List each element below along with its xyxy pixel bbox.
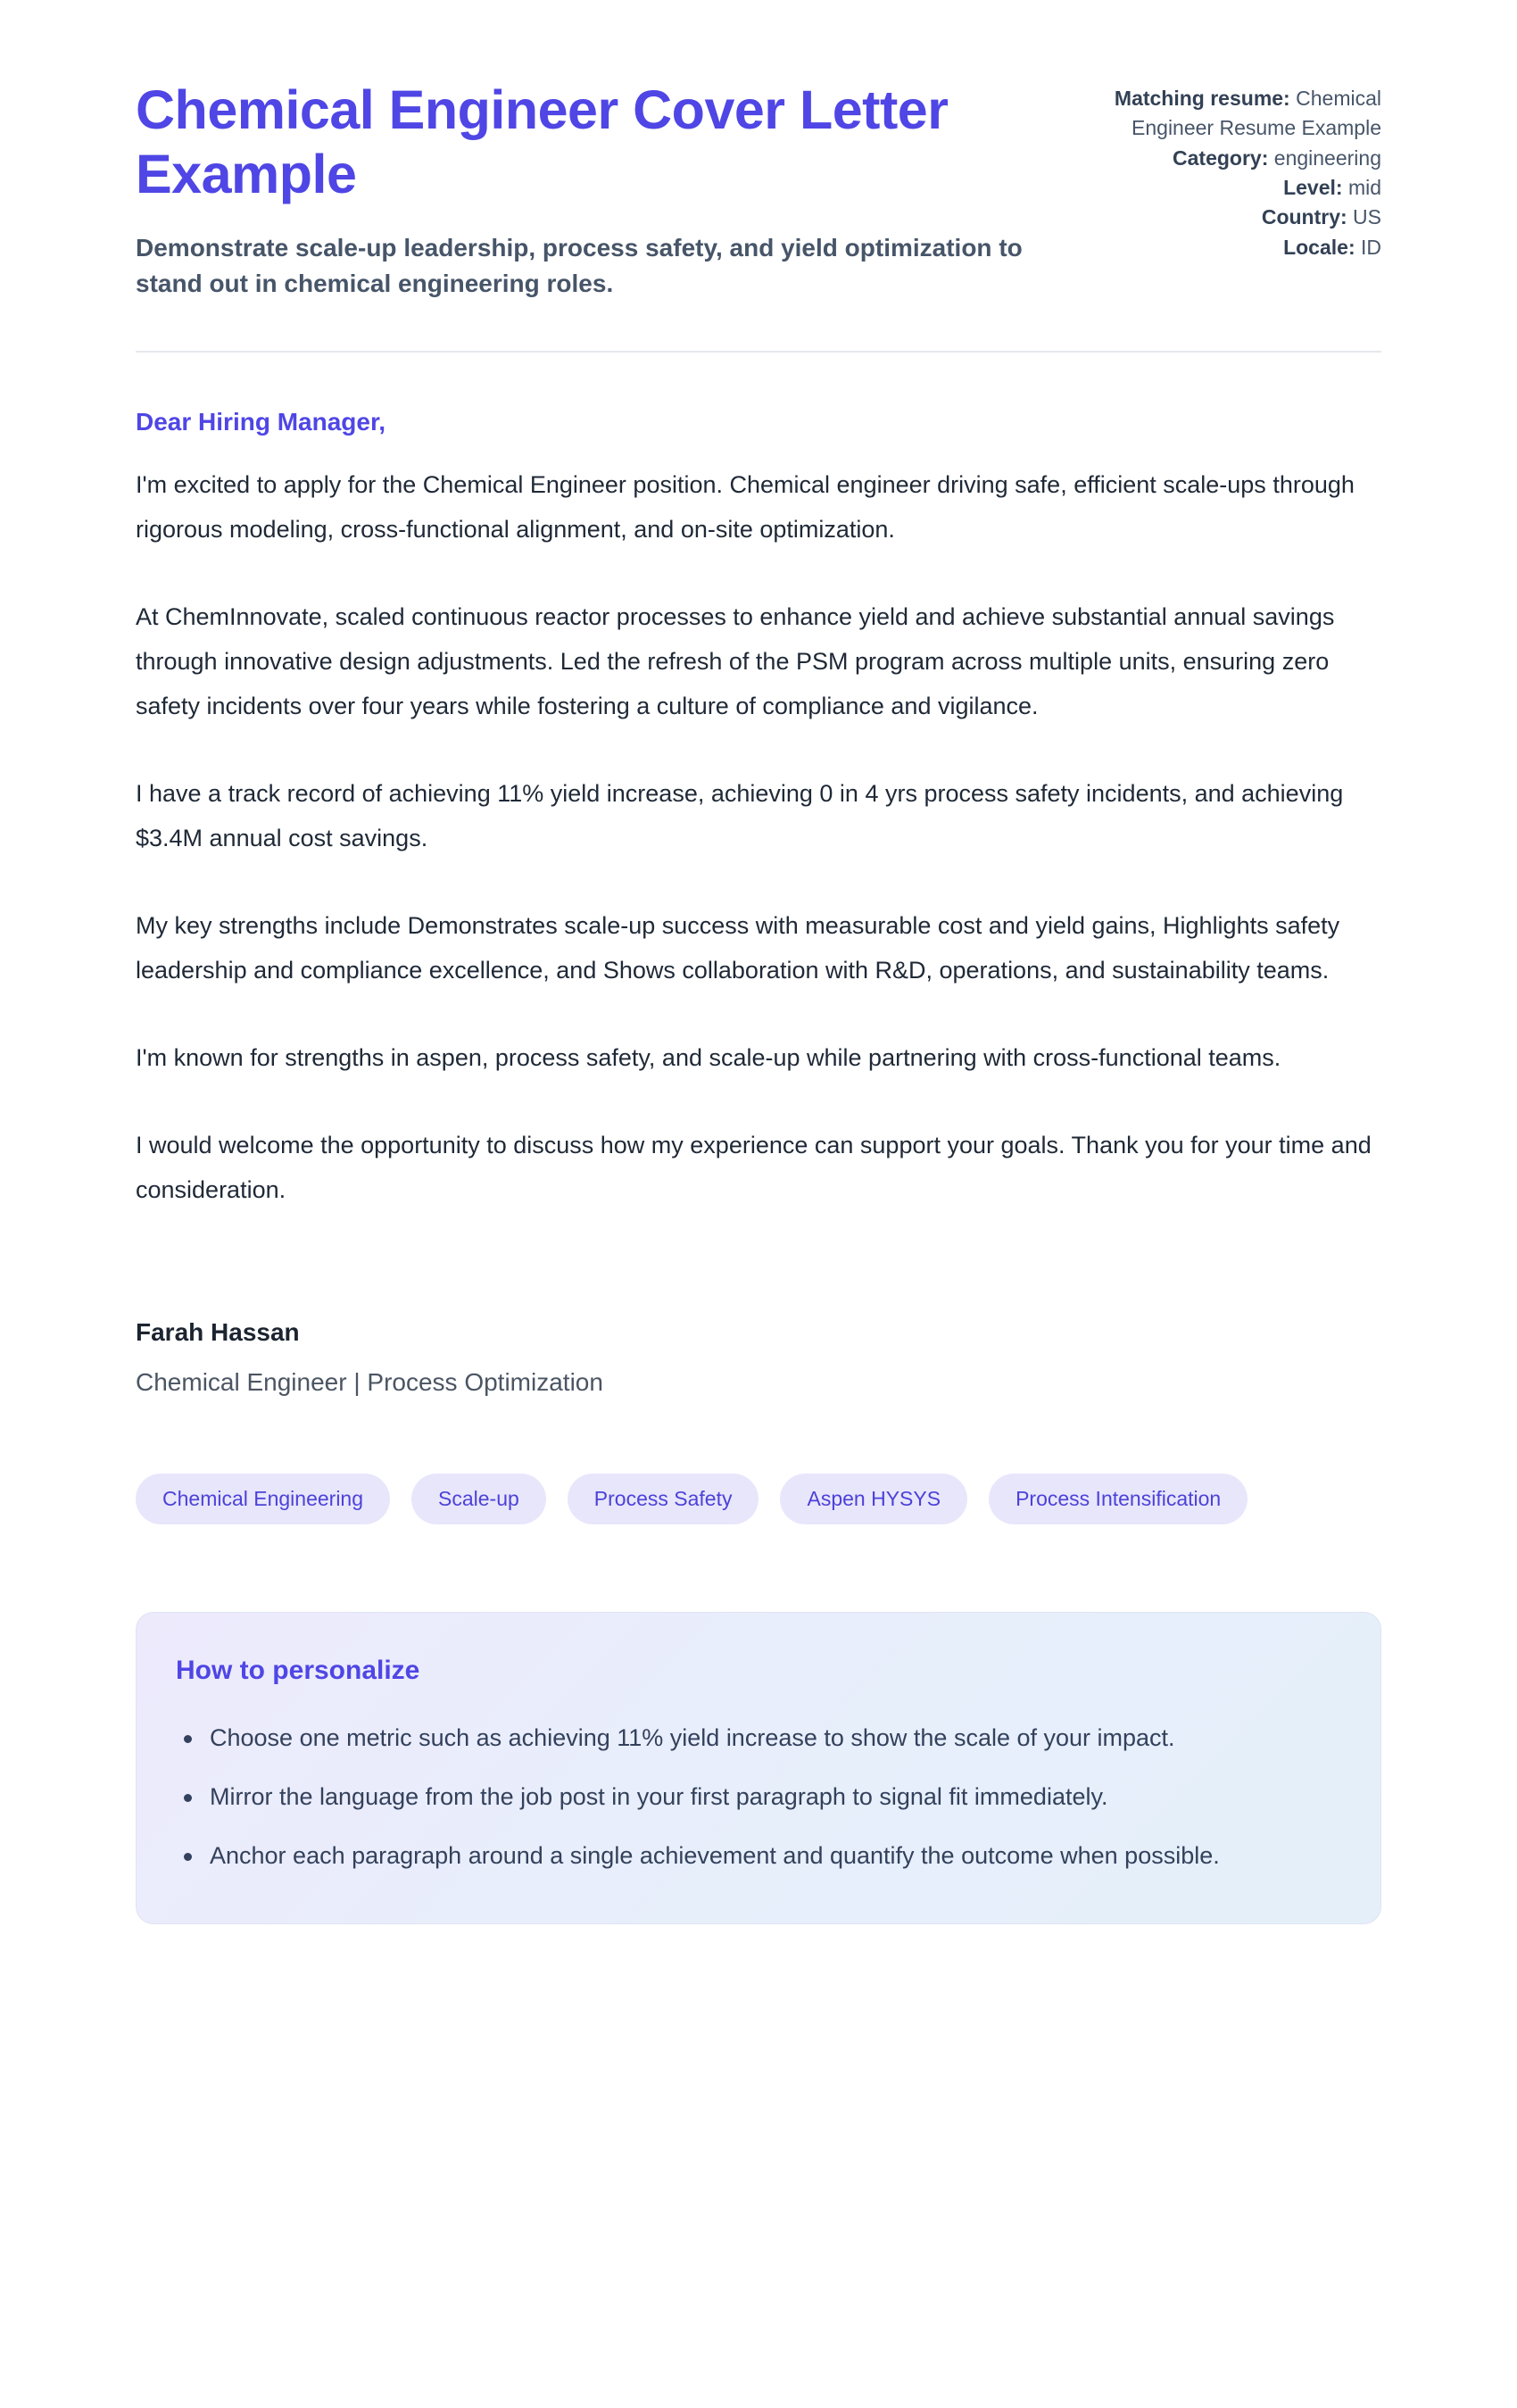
letter-paragraph-2: At ChemInnovate, scaled continuous reactor processes to enhance yield and achieve substantial annual savings through innovative design adjustments. Led the refresh of the PSM program across multiple units, ensuring zero safety incidents over four years while fostering a culture of compliance and vigilance.: [136, 603, 1335, 720]
meta-locale: [1103, 233, 1381, 262]
meta-value: ID: [1361, 235, 1381, 259]
how-to-personalize-box: [136, 1612, 1381, 1924]
tips-title: How to personalize: [176, 1655, 420, 1685]
letter-paragraph-5: I'm known for strengths in aspen, process safety, and scale-up while partnering with cross-functional teams.: [136, 1043, 1281, 1071]
meta-value: engineering: [1273, 145, 1381, 170]
tag-pill-aspen-hysys[interactable]: Aspen HYSYS: [780, 1474, 967, 1524]
tag-pill-process-safety[interactable]: Process Safety: [568, 1474, 759, 1524]
cover-letter-page: [136, 0, 1381, 2014]
tips-list: [176, 1716, 1339, 1879]
letter-paragraph-6: I would welcome the opportunity to discuss how my experience can support your goals. Thank you for your time and consideration.: [136, 1131, 1372, 1203]
tip-item-1: Choose one metric such as achieving 11% yield increase to show the scale of your impact.: [176, 1716, 1339, 1761]
tag-list: [136, 1474, 1381, 1524]
signature-block: [136, 1318, 1381, 1397]
signature-name: Farah Hassan: [136, 1317, 300, 1346]
tag-pill-process-intensification[interactable]: Process Intensification: [989, 1474, 1248, 1524]
meta-level: [1103, 173, 1381, 203]
meta-country: [1103, 203, 1381, 232]
salutation: Dear Hiring Manager,: [136, 408, 386, 436]
letter-paragraph-3: I have a track record of achieving 11% yield increase, achieving 0 in 4 yrs process safety incidents, and achieving $3.4M annual cost savings.: [136, 780, 1344, 852]
meta-category: [1103, 144, 1381, 173]
cover-letter-body: [136, 353, 1381, 1923]
meta-label: Matching resume:: [1114, 87, 1290, 110]
meta-value: US: [1353, 205, 1381, 229]
letter-paragraph-1: I'm excited to apply for the Chemical Engineer position. Chemical engineer driving safe, efficient scale-ups through rigorous modeling, cross-functional alignment, and on-site optimization.: [136, 471, 1355, 544]
signature-role: Chemical Engineer | Process Optimization: [136, 1367, 603, 1396]
page-subtitle: Demonstrate scale-up leadership, process safety, and yield optimization to stand out in chemical engineering roles.: [136, 233, 1023, 297]
resume-meta-panel: [1103, 79, 1381, 262]
tag-pill-scale-up[interactable]: Scale-up: [411, 1474, 546, 1524]
meta-value: mid: [1347, 176, 1381, 200]
tip-item-2: Mirror the language from the job post in your first paragraph to signal fit immediately.: [176, 1775, 1339, 1820]
page-title: Chemical Engineer Cover Letter Example: [136, 79, 949, 204]
meta-label: Category:: [1173, 145, 1269, 170]
meta-value: Chemical Engineer Resume Example: [1132, 87, 1381, 140]
meta-label: Country:: [1261, 205, 1347, 229]
tag-pill-chemical-engineering[interactable]: Chemical Engineering: [136, 1474, 390, 1524]
meta-matching-resume: [1103, 84, 1381, 144]
meta-label: Locale:: [1283, 235, 1355, 259]
meta-label: Level:: [1283, 176, 1343, 200]
tip-item-3: Anchor each paragraph around a single achievement and quantify the outcome when possible.: [176, 1834, 1339, 1879]
page-header: [136, 79, 1381, 301]
header-title-block: [136, 79, 1064, 301]
letter-paragraph-4: My key strengths include Demonstrates scale-up success with measurable cost and yield gains, Highlights safety leadership and compliance excellence, and Shows collaboration with R&D, operations, and sustainability teams.: [136, 912, 1340, 984]
